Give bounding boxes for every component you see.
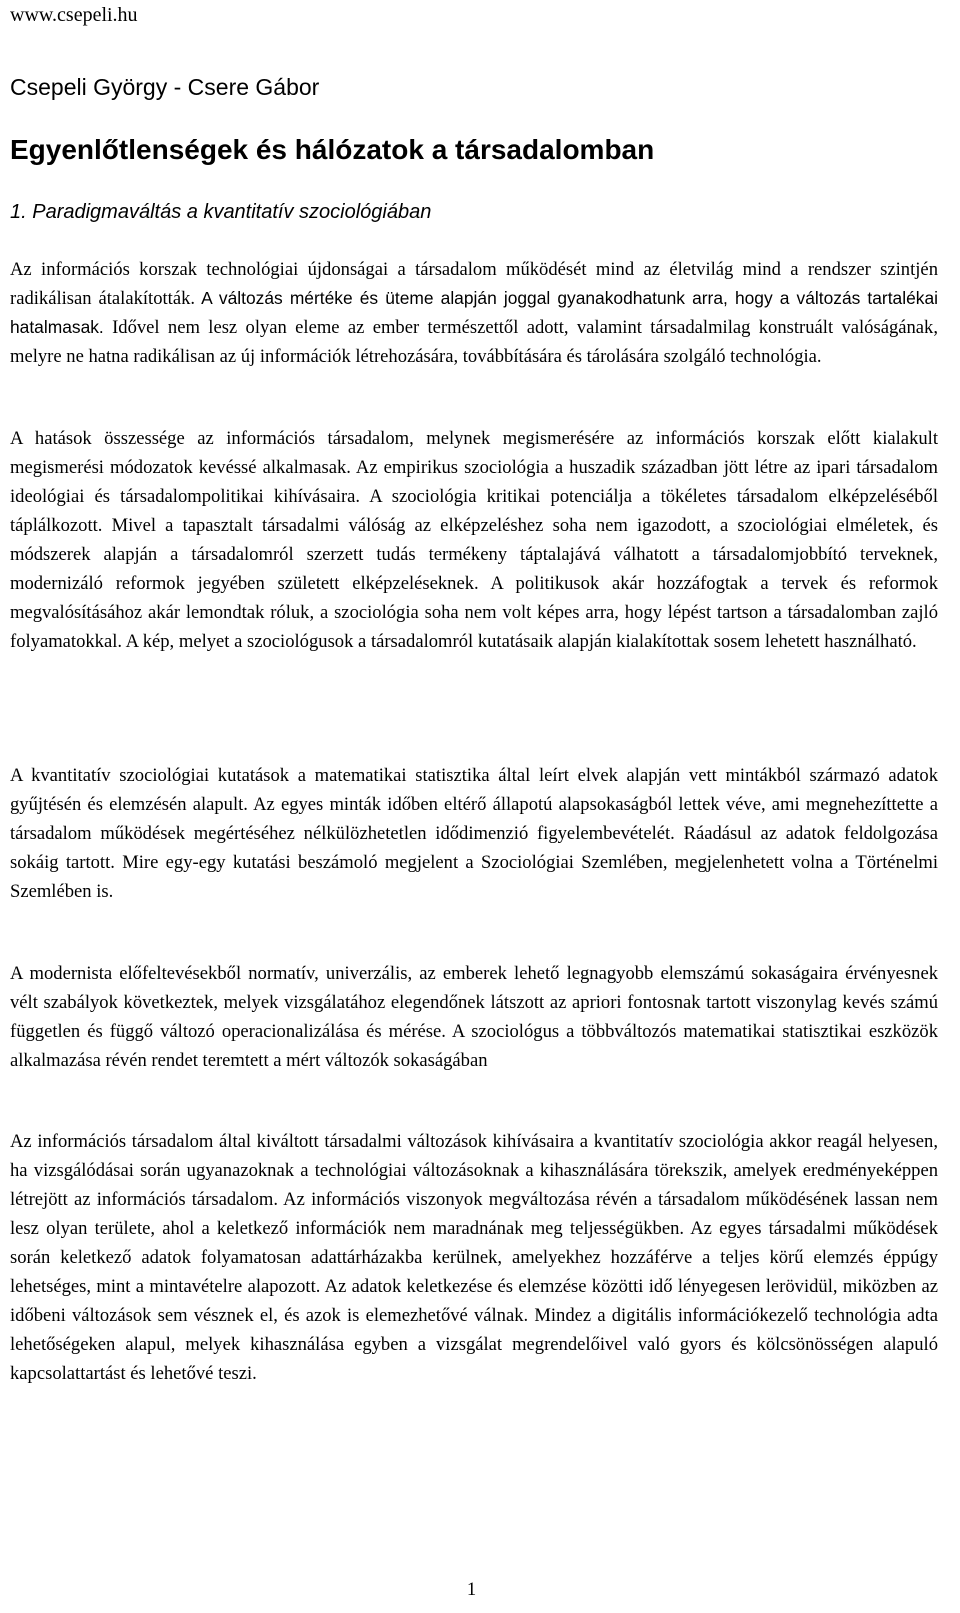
paragraph-1-part-2: A változás mértéke és üteme alapján joggal gyanakodhatunk arra, hogy a változás tartalékai hatalmasak. — [10, 288, 938, 337]
paragraph-1-part-1: Az információs korszak technológiai újdonságai a társadalom működését mind az életvilág mind a rendszer szintjén radikálisan átalakították. — [10, 259, 938, 309]
paragraph-5: Az információs társadalom által kiváltott társadalmi változások kihívásaira a kvantitatív szociológia akkor reagál helyesen, ha vizsgálódásai során ugyanazoknak a technológiai változásoknak a kihasználására törekszik, amelyek eredményeképpen létrejött az információs társadalom. Az információs viszonyok megváltozása révén a társadalom működésének lassan nem lesz olyan területe, ahol a keletkező információk nem maradnának meg teljességükben. Az egyes társadalmi működések során keletkező adatok folyamatosan adattárházakba kerülnek, amelyekhez hozzáférve a teljes körű elemzés éppúgy lehetséges, mint a mintavételre alapozott. Az adatok keletkezése és elemzése közötti idő lényegesen lerövidül, miközben az időbeni változások sem vésznek el, és azok is elemezhetővé válnak. Mindez a digitális információkezelő technológia adta lehetőségeken alapul, melyek kihasználása egyben a vizsgálat megrendelőivel való gyors és kölcsönösségen alapuló kapcsolattartást és lehetővé teszi. — [10, 1131, 938, 1384]
page-number: 1 — [466, 1579, 477, 1600]
paragraph-1-part-3: Idővel nem lesz olyan eleme az ember természettől adott, valamint társadalmilag konstruált valóságának, melyre ne hatna radikálisan az új információk létrehozására, továbbítására és tárolására szolgáló technológia. — [10, 317, 938, 367]
paragraph-2: A hatások összessége az információs társadalom, melynek megismerésére az információs korszak előtt kialakult megismerési módozatok kevéssé alkalmasak. Az empirikus szociológia a huszadik században jött létre az ipari társadalom ideológiai és társadalompolitikai kihívásaira. A szociológia kritikai potenciálja a tökéletes társadalom elképzeléséből táplálkozott. Mivel a tapasztalt társadalmi válóság az elképzeléshez soha nem igazodott, a szociológiai elméletek, és módszerek alapján a társadalomról szerzett tudás termékeny táptalajává válhatott a társadalomjobbító terveknek, modernizáló reformok jegyében született elképzeléseknek. A politikusok akár hozzáfogtak a tervek és reformok megvalósításához akár lemondtak róluk, a szociológia soha nem volt képes arra, hogy lépést tartson a társadalomban zajló folyamatokkal. A kép, melyet a szociológusok a társadalomról kutatásaik alapján kialakítottak sosem lehetett használható. — [10, 428, 938, 652]
document-title: Egyenlőtlenségek és hálózatok a társadalomban — [10, 134, 655, 165]
authors: Csepeli György - Csere Gábor — [10, 74, 320, 100]
chapter-heading: 1. Paradigmaváltás a kvantitatív szociológiában — [10, 201, 432, 223]
paragraph-3: A kvantitatív szociológiai kutatások a matematikai statisztika által leírt elvek alapján vett mintákból származó adatok gyűjtésén és elemzésén alapult. Az egyes minták időben eltérő állapotú alapsokaságból lettek véve, ami megnehezíttette a társadalom működések megértéséhez nélkülözhetetlen idődimenzió figyelembevételét. Ráadásul az adatok feldolgozása sokáig tartott. Mire egy-egy kutatási beszámoló megjelent a Szociológiai Szemlében, megjelenhetett volna a Történelmi Szemlében is. — [10, 765, 938, 902]
paragraph-4: A modernista előfeltevésekből normatív, univerzális, az emberek lehető legnagyobb elemszámú sokaságaira érvényesnek vélt szabályok következtek, melyek vizsgálatához elegendőnek látszott az apriori fontosnak tartott viszonylag kevés számú független és függő változó operacionalizálása és mérése. A szociológus a többváltozós matematikai statisztikai eszközök alkalmazása révén rendet teremtett a mért változók sokaságában — [10, 963, 938, 1071]
paragraph-1 — [10, 255, 938, 371]
site-url: www.csepeli.hu — [10, 4, 138, 26]
